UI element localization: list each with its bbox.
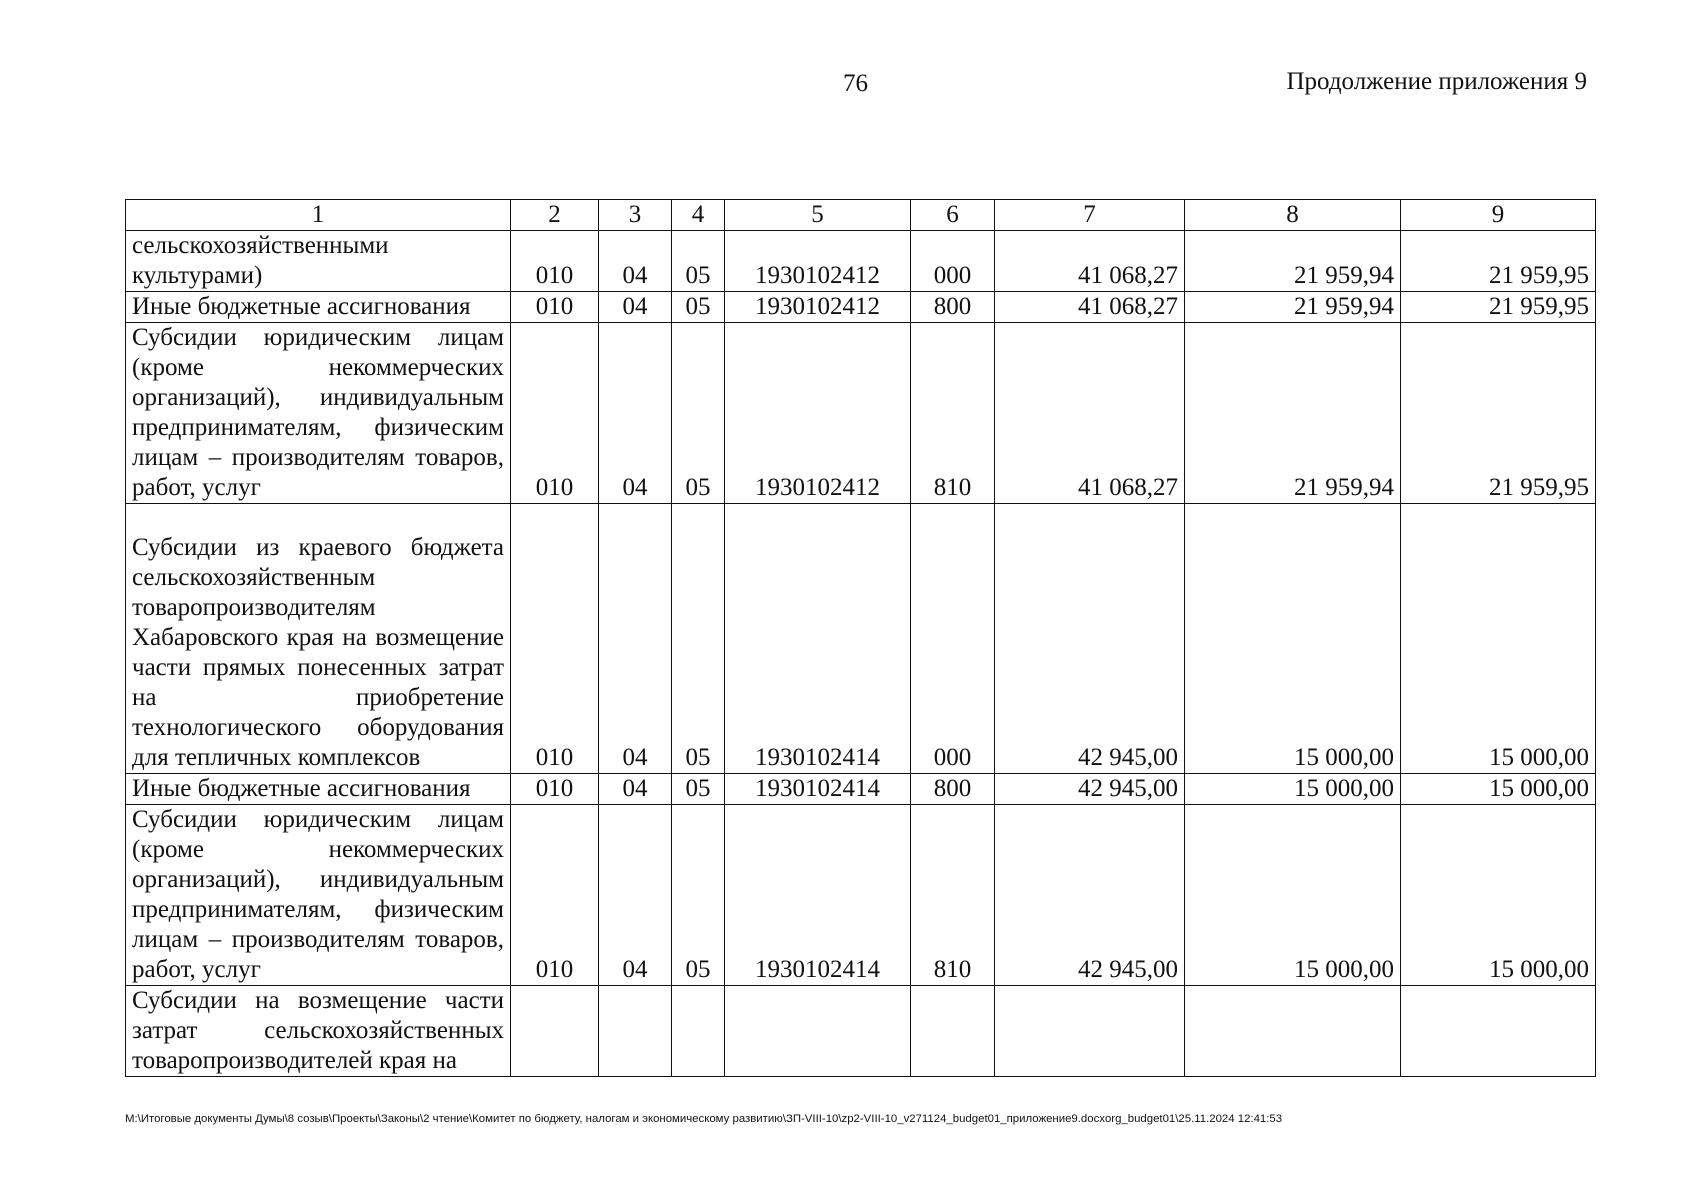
table-row: [126, 774, 1596, 805]
target-article-code-cell: 1930102412: [725, 323, 911, 504]
appendix-continuation-label: Продолжение приложения 9: [1286, 68, 1587, 95]
table-row: [126, 805, 1596, 986]
ministry-code-cell: 010: [511, 504, 599, 774]
amount-cell-col9: 15 000,00: [1401, 774, 1596, 805]
expense-type-code-cell: [911, 986, 995, 1077]
amount-cell-col8: 21 959,94: [1185, 323, 1401, 504]
amount-cell-col8: 21 959,94: [1185, 231, 1401, 292]
table-row: [126, 292, 1596, 323]
subsection-code-cell: 05: [672, 292, 725, 323]
expense-type-code-cell: 000: [911, 504, 995, 774]
ministry-code-cell: 010: [511, 323, 599, 504]
ministry-code-cell: 010: [511, 292, 599, 323]
ministry-code-cell: 010: [511, 774, 599, 805]
amount-cell-col8: 15 000,00: [1185, 774, 1401, 805]
column-number-row: [126, 200, 1596, 231]
expense-name-cell: Субсидии юридическим лицам (кроме некоммерческих организаций), индивидуальным предпринимателям, физическим лицам – производителям товаров, работ, услуг: [126, 805, 511, 986]
section-code-cell: 04: [599, 323, 672, 504]
amount-cell-col7: 41 068,27: [995, 323, 1185, 504]
expense-name-cell: сельскохозяйственными культурами): [126, 231, 511, 292]
subsection-code-cell: 05: [672, 323, 725, 504]
target-article-code-cell: 1930102412: [725, 292, 911, 323]
amount-cell-col9: [1401, 986, 1596, 1077]
expense-name-cell: Субсидии из краевого бюджета сельскохозяйственным товаропроизводителям Хабаровского края на возмещение части прямых понесенных затрат на приобретение технологического оборудования для тепличных комплексов: [126, 504, 511, 774]
section-code-cell: [599, 986, 672, 1077]
target-article-code-cell: 1930102414: [725, 774, 911, 805]
expense-name-cell: Субсидии юридическим лицам (кроме некоммерческих организаций), индивидуальным предпринимателям, физическим лицам – производителям товаров, работ, услуг: [126, 323, 511, 504]
column-header: 2: [511, 200, 599, 231]
column-header: 8: [1185, 200, 1401, 231]
column-header: 4: [672, 200, 725, 231]
column-header: 3: [599, 200, 672, 231]
amount-cell-col7: 42 945,00: [995, 774, 1185, 805]
expense-type-code-cell: 810: [911, 323, 995, 504]
expense-name-cell: Иные бюджетные ассигнования: [126, 774, 511, 805]
expense-type-code-cell: 810: [911, 805, 995, 986]
amount-cell-col8: [1185, 986, 1401, 1077]
section-code-cell: 04: [599, 805, 672, 986]
ministry-code-cell: 010: [511, 805, 599, 986]
section-code-cell: 04: [599, 292, 672, 323]
expense-name-cell: Иные бюджетные ассигнования: [126, 292, 511, 323]
section-code-cell: 04: [599, 504, 672, 774]
column-header: 5: [725, 200, 911, 231]
amount-cell-col8: 15 000,00: [1185, 504, 1401, 774]
target-article-code-cell: [725, 986, 911, 1077]
table-row: [126, 323, 1596, 504]
subsection-code-cell: 05: [672, 805, 725, 986]
column-header: 7: [995, 200, 1185, 231]
table-row: [126, 231, 1596, 292]
section-code-cell: 04: [599, 231, 672, 292]
expense-type-code-cell: 800: [911, 774, 995, 805]
column-header: 9: [1401, 200, 1596, 231]
target-article-code-cell: 1930102412: [725, 231, 911, 292]
table-row: [126, 504, 1596, 774]
ministry-code-cell: [511, 986, 599, 1077]
amount-cell-col8: 21 959,94: [1185, 292, 1401, 323]
subsection-code-cell: 05: [672, 774, 725, 805]
table-row: [126, 986, 1596, 1077]
expense-type-code-cell: 000: [911, 231, 995, 292]
amount-cell-col9: 15 000,00: [1401, 805, 1596, 986]
amount-cell-col8: 15 000,00: [1185, 805, 1401, 986]
amount-cell-col9: 21 959,95: [1401, 231, 1596, 292]
amount-cell-col9: 15 000,00: [1401, 504, 1596, 774]
subsection-code-cell: 05: [672, 231, 725, 292]
amount-cell-col7: 41 068,27: [995, 292, 1185, 323]
page-number: 76: [843, 70, 868, 97]
amount-cell-col7: 42 945,00: [995, 805, 1185, 986]
expense-type-code-cell: 800: [911, 292, 995, 323]
amount-cell-col7: 41 068,27: [995, 231, 1185, 292]
expense-name-cell: Субсидии на возмещение части затрат сельскохозяйственных товаропроизводителей края на: [126, 986, 511, 1077]
amount-cell-col9: 21 959,95: [1401, 292, 1596, 323]
amount-cell-col7: [995, 986, 1185, 1077]
budget-table: [125, 199, 1596, 1077]
section-code-cell: 04: [599, 774, 672, 805]
subsection-code-cell: 05: [672, 504, 725, 774]
subsection-code-cell: [672, 986, 725, 1077]
amount-cell-col7: 42 945,00: [995, 504, 1185, 774]
amount-cell-col9: 21 959,95: [1401, 323, 1596, 504]
target-article-code-cell: 1930102414: [725, 504, 911, 774]
ministry-code-cell: 010: [511, 231, 599, 292]
column-header: 1: [126, 200, 511, 231]
column-header: 6: [911, 200, 995, 231]
target-article-code-cell: 1930102414: [725, 805, 911, 986]
document-file-path: M:\Итоговые документы Думы\8 созыв\Проекты\Законы\2 чтение\Комитет по бюджету, налогам и экономическому развитию\ЗП-VIII-10\zp2-VIII-10_v271124_budget01_приложение9.docxorg_budget01\25.11.2024 12:41:53: [125, 1113, 1283, 1125]
